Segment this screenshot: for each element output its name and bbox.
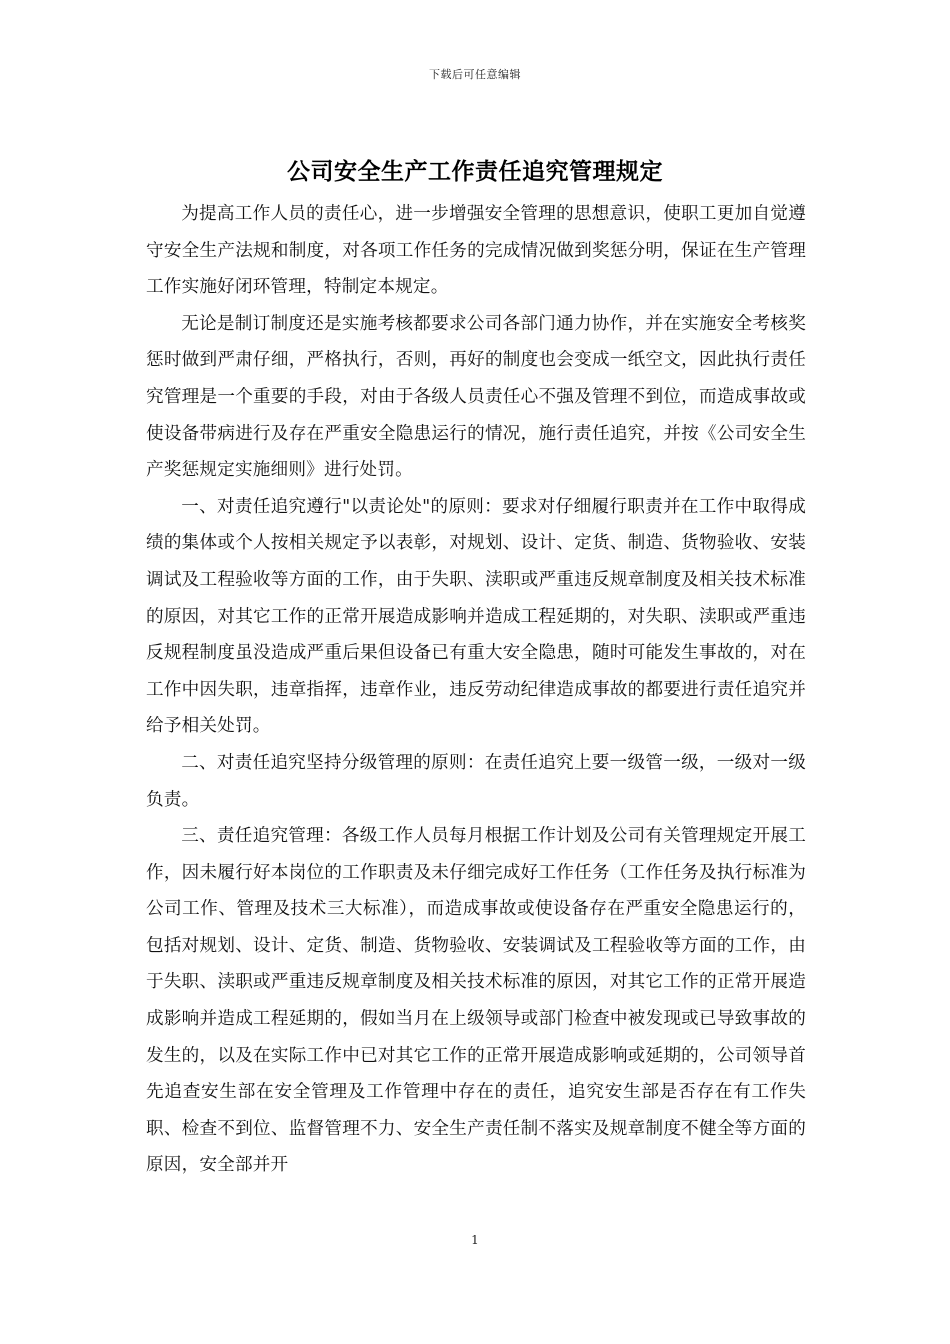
- paragraph-principle-2: 二、对责任追究坚持分级管理的原则：在责任追究上要一级管一级，一级对一级负责。: [146, 752, 806, 810]
- paragraph-management-3: 三、责任追究管理：各级工作人员每月根据工作计划及公司有关管理规定开展工作，因未履行好本岗位的工作职责及未仔细完成好工作任务（工作任务及执行标准为公司工作、管理及技术三大标准），而造成事故或使设备存在严重安全隐患运行的，包括对规划、设计、定货、制造、货物验收、安装调试及工程验收等方面的工作，由于失职、渎职或严重违反规章制度及相关技术标准的原因，对其它工作的正常开展造成影响并造成工程延期的，假如当月在上级领导或部门检查中被发现或已导致事故的发生的，以及在实际工作中已对其它工作的正常开展造成影响或延期的，公司领导首先追查安生部在安全管理及工作管理中存在的责任，追究安生部是否存在有工作失职、检查不到位、监督管理不力、安全生产责任制不落实及规章制度不健全等方面的原因，安全部并开: [146, 826, 806, 1176]
- paragraph-intro: 为提高工作人员的责任心，进一步增强安全管理的思想意识，使职工更加自觉遵守安全生产法规和制度，对各项工作任务的完成情况做到奖惩分明，保证在生产管理工作实施好闭环管理，特制定本规定。: [146, 204, 806, 298]
- header-note: 下载后可任意编辑: [429, 68, 521, 81]
- document-body: [146, 196, 806, 1184]
- paragraph-context: 无论是制订制度还是实施考核都要求公司各部门通力协作，并在实施安全考核奖惩时做到严肃仔细，严格执行，否则，再好的制度也会变成一纸空文，因此执行责任究管理是一个重要的手段，对由于各级人员责任心不强及管理不到位，而造成事故或使设备带病进行及存在严重安全隐患运行的情况，施行责任追究，并按《公司安全生产奖惩规定实施细则》进行处罚。: [146, 313, 806, 481]
- document-title: 公司安全生产工作责任追究管理规定: [287, 159, 663, 185]
- page-number: 1: [471, 1233, 479, 1247]
- paragraph-principle-1: 一、对责任追究遵行"以责论处"的原则：要求对仔细履行职责并在工作中取得成绩的集体或个人按相关规定予以表彰，对规划、设计、定货、制造、货物验收、安装调试及工程验收等方面的工作，由于失职、渎职或严重违反规章制度及相关技术标准的原因，对其它工作的正常开展造成影响并造成工程延期的，对失职、渎职或严重违反规程制度虽没造成严重后果但设备已有重大安全隐患，随时可能发生事故的，对在工作中因失职，违章指挥，违章作业，违反劳动纪律造成事故的都要进行责任追究并给予相关处罚。: [146, 496, 806, 737]
